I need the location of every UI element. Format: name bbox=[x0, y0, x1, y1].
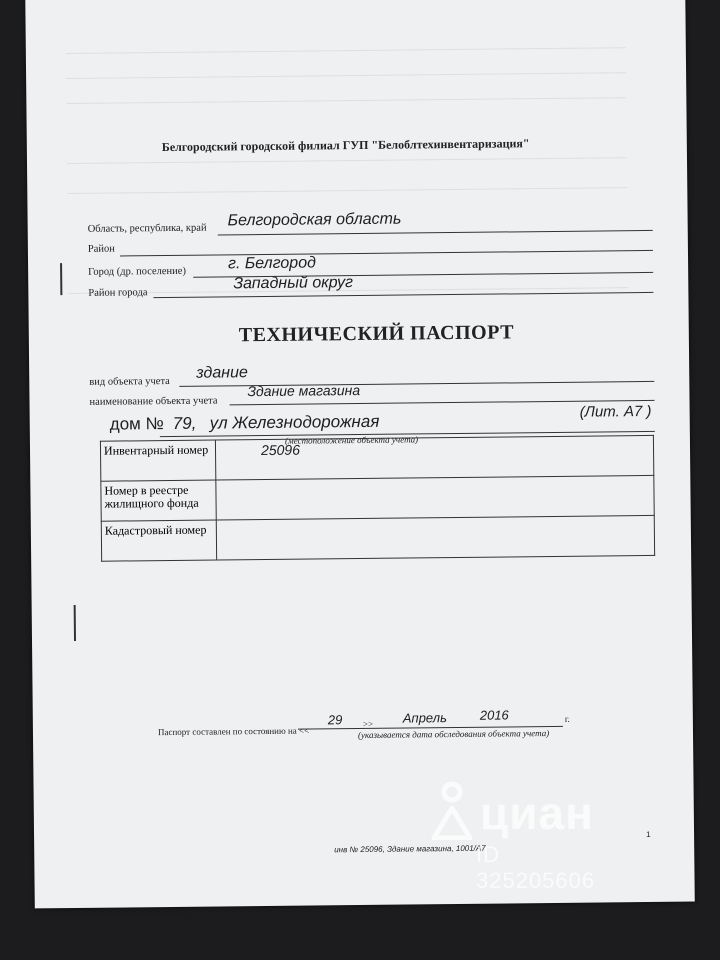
bleed-through-line bbox=[67, 157, 627, 164]
document-title: ТЕХНИЧЕСКИЙ ПАСПОРТ bbox=[238, 321, 515, 347]
date-month: Апрель bbox=[402, 710, 447, 726]
table-row bbox=[101, 515, 654, 561]
inventory-number-cell bbox=[215, 435, 653, 480]
date-caption: (указывается дата обследования объекта учета) bbox=[357, 728, 550, 741]
punch-mark bbox=[60, 263, 62, 295]
district-underline bbox=[120, 250, 653, 257]
object-name-label: наименование объекта учета bbox=[89, 395, 218, 408]
table-row bbox=[101, 475, 654, 521]
region-label: Область, республика, край bbox=[87, 222, 207, 235]
page-number: 1 bbox=[646, 829, 651, 840]
housing-registry-label: Номер в реестре жилищного фонда bbox=[101, 480, 216, 521]
house-prefix: дом № bbox=[109, 414, 164, 434]
location-caption: (местоположение объекта учета) bbox=[284, 434, 419, 446]
cian-brand: циан bbox=[480, 787, 594, 839]
listing-id: ID 325205606 bbox=[476, 842, 596, 893]
district-label: Район bbox=[87, 243, 115, 255]
city-district-value: Западный округ bbox=[233, 274, 354, 293]
organization-heading: Белгородский городской филиал ГУП "Белоблтехинвентаризация" bbox=[161, 136, 530, 155]
region-value: Белгородская область bbox=[227, 210, 402, 230]
table-row bbox=[100, 435, 653, 481]
region-underline bbox=[218, 230, 653, 236]
object-name-value: Здание магазина bbox=[247, 381, 361, 400]
object-type-label: вид объекта учета bbox=[89, 375, 170, 388]
passport-page bbox=[25, 0, 695, 908]
punch-mark bbox=[74, 605, 76, 641]
bleed-through-line bbox=[66, 72, 626, 79]
registry-table bbox=[100, 435, 655, 562]
bleed-through-line bbox=[66, 97, 626, 104]
cadastral-number-cell bbox=[216, 515, 654, 560]
date-close-quote: >> bbox=[362, 718, 374, 729]
date-label: Паспорт составлен по состоянию на << bbox=[157, 725, 310, 738]
inventory-number-label: Инвентарный номер bbox=[100, 440, 215, 481]
bleed-through-line bbox=[67, 187, 627, 194]
city-value: г. Белгород bbox=[227, 254, 316, 273]
building-letter: (Лит. А7 ) bbox=[579, 402, 652, 421]
bleed-through-line bbox=[66, 47, 626, 54]
date-suffix: г. bbox=[564, 713, 570, 724]
housing-registry-cell bbox=[216, 475, 654, 520]
date-day: 29 bbox=[327, 712, 343, 728]
city-district-underline bbox=[153, 292, 653, 298]
cian-logo-icon bbox=[430, 780, 474, 840]
house-number: 79, bbox=[172, 413, 197, 433]
inventory-number-value: 25096 bbox=[260, 441, 301, 459]
date-year: 2016 bbox=[479, 707, 509, 723]
street-name: ул Железнодорожная bbox=[209, 411, 380, 433]
city-district-label: Район города bbox=[88, 287, 148, 299]
object-type-value: здание bbox=[196, 364, 248, 382]
footer-note: инв № 25096, Здание магазина, 1001/А7 bbox=[334, 843, 486, 855]
city-label: Город (др. поселение) bbox=[88, 265, 186, 278]
cadastral-number-label: Кадастровый номер bbox=[101, 520, 216, 561]
